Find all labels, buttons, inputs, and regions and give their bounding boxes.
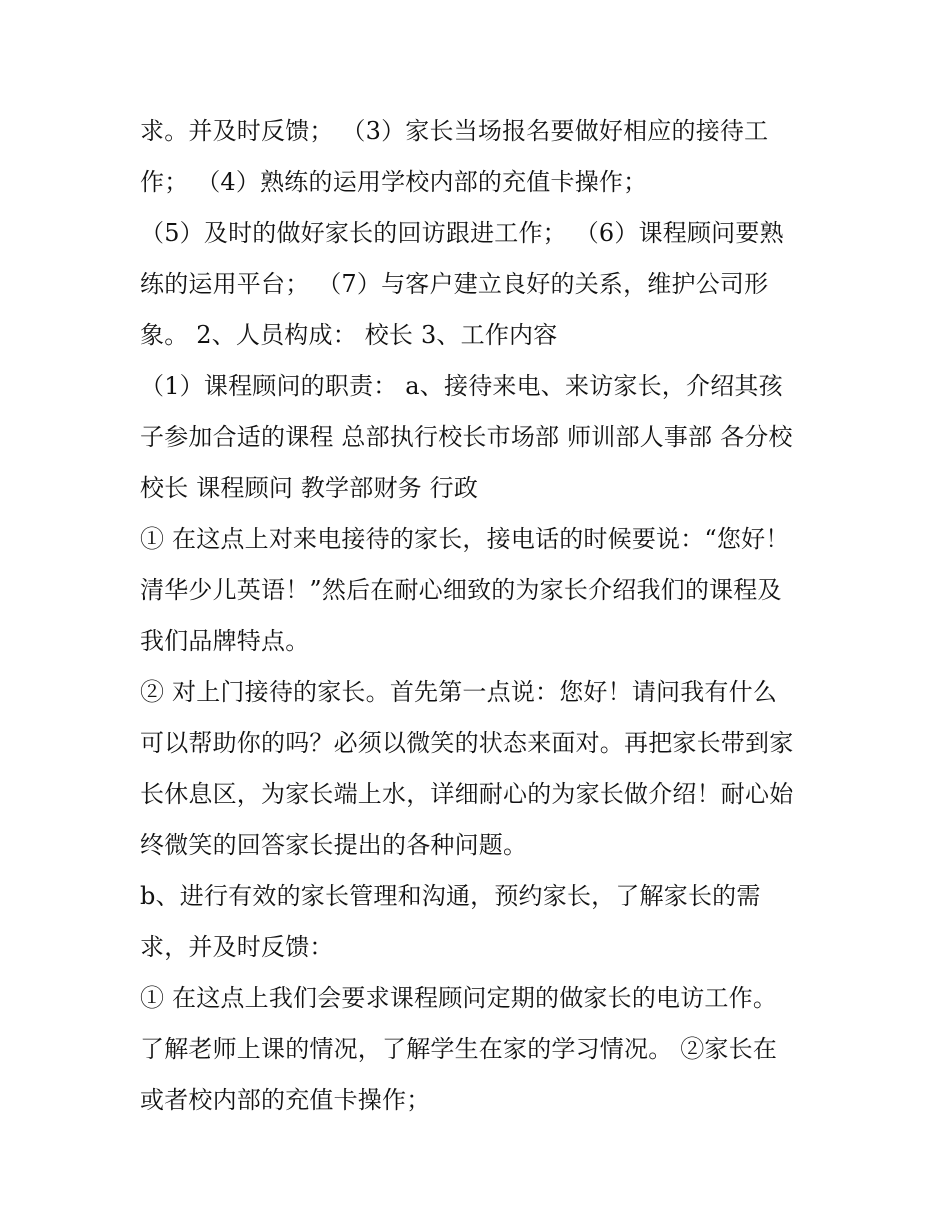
text-line: 长休息区，为家长端上水，详细耐心的为家长做介绍！耐心始 (140, 780, 794, 808)
body-text (140, 106, 820, 1126)
text-line: 求，并及时反馈： (140, 933, 334, 961)
text-line: 终微笑的回答家长提出的各种问题。 (140, 831, 528, 859)
text-line: （5）及时的做好家长的回访跟进工作； （6）课程顾问要熟 (140, 219, 784, 247)
text-line: ① 在这点上我们会要求课程顾问定期的做家长的电访工作。 (140, 984, 778, 1012)
text-line: 了解老师上课的情况，了解学生在家的学习情况。 ②家长在 (140, 1035, 778, 1063)
text-line: ② 对上门接待的家长。首先第一点说：您好！请问我有什么 (140, 678, 778, 706)
text-line: 象。 2、人员构成： 校长 3、工作内容 (140, 321, 558, 349)
text-line: ① 在这点上对来电接待的家长，接电话的时候要说：“您好！ (140, 525, 790, 553)
text-line: 子参加合适的课程 总部执行校长市场部 师训部人事部 各分校 (140, 423, 793, 451)
text-line: 求。并及时反馈； （3）家长当场报名要做好相应的接待工 (140, 117, 769, 145)
text-line: 或者校内部的充值卡操作； (140, 1086, 431, 1114)
text-line: 可以帮助你的吗？必须以微笑的状态来面对。再把家长带到家 (140, 729, 794, 757)
text-line: 练的运用平台； （7）与客户建立良好的关系，维护公司形 (140, 270, 769, 298)
text-line: 校长 课程顾问 教学部财务 行政 (140, 474, 479, 502)
text-line: （1）课程顾问的职责： a、接待来电、来访家长，介绍其孩 (140, 372, 783, 400)
text-line: 作； （4）熟练的运用学校内部的充值卡操作； (140, 168, 648, 196)
text-line: 清华少儿英语！”然后在耐心细致的为家长介绍我们的课程及 (140, 576, 782, 604)
text-line: b、进行有效的家长管理和沟通，预约家长，了解家长的需 (140, 882, 761, 910)
text-line: 我们品牌特点。 (140, 627, 310, 655)
